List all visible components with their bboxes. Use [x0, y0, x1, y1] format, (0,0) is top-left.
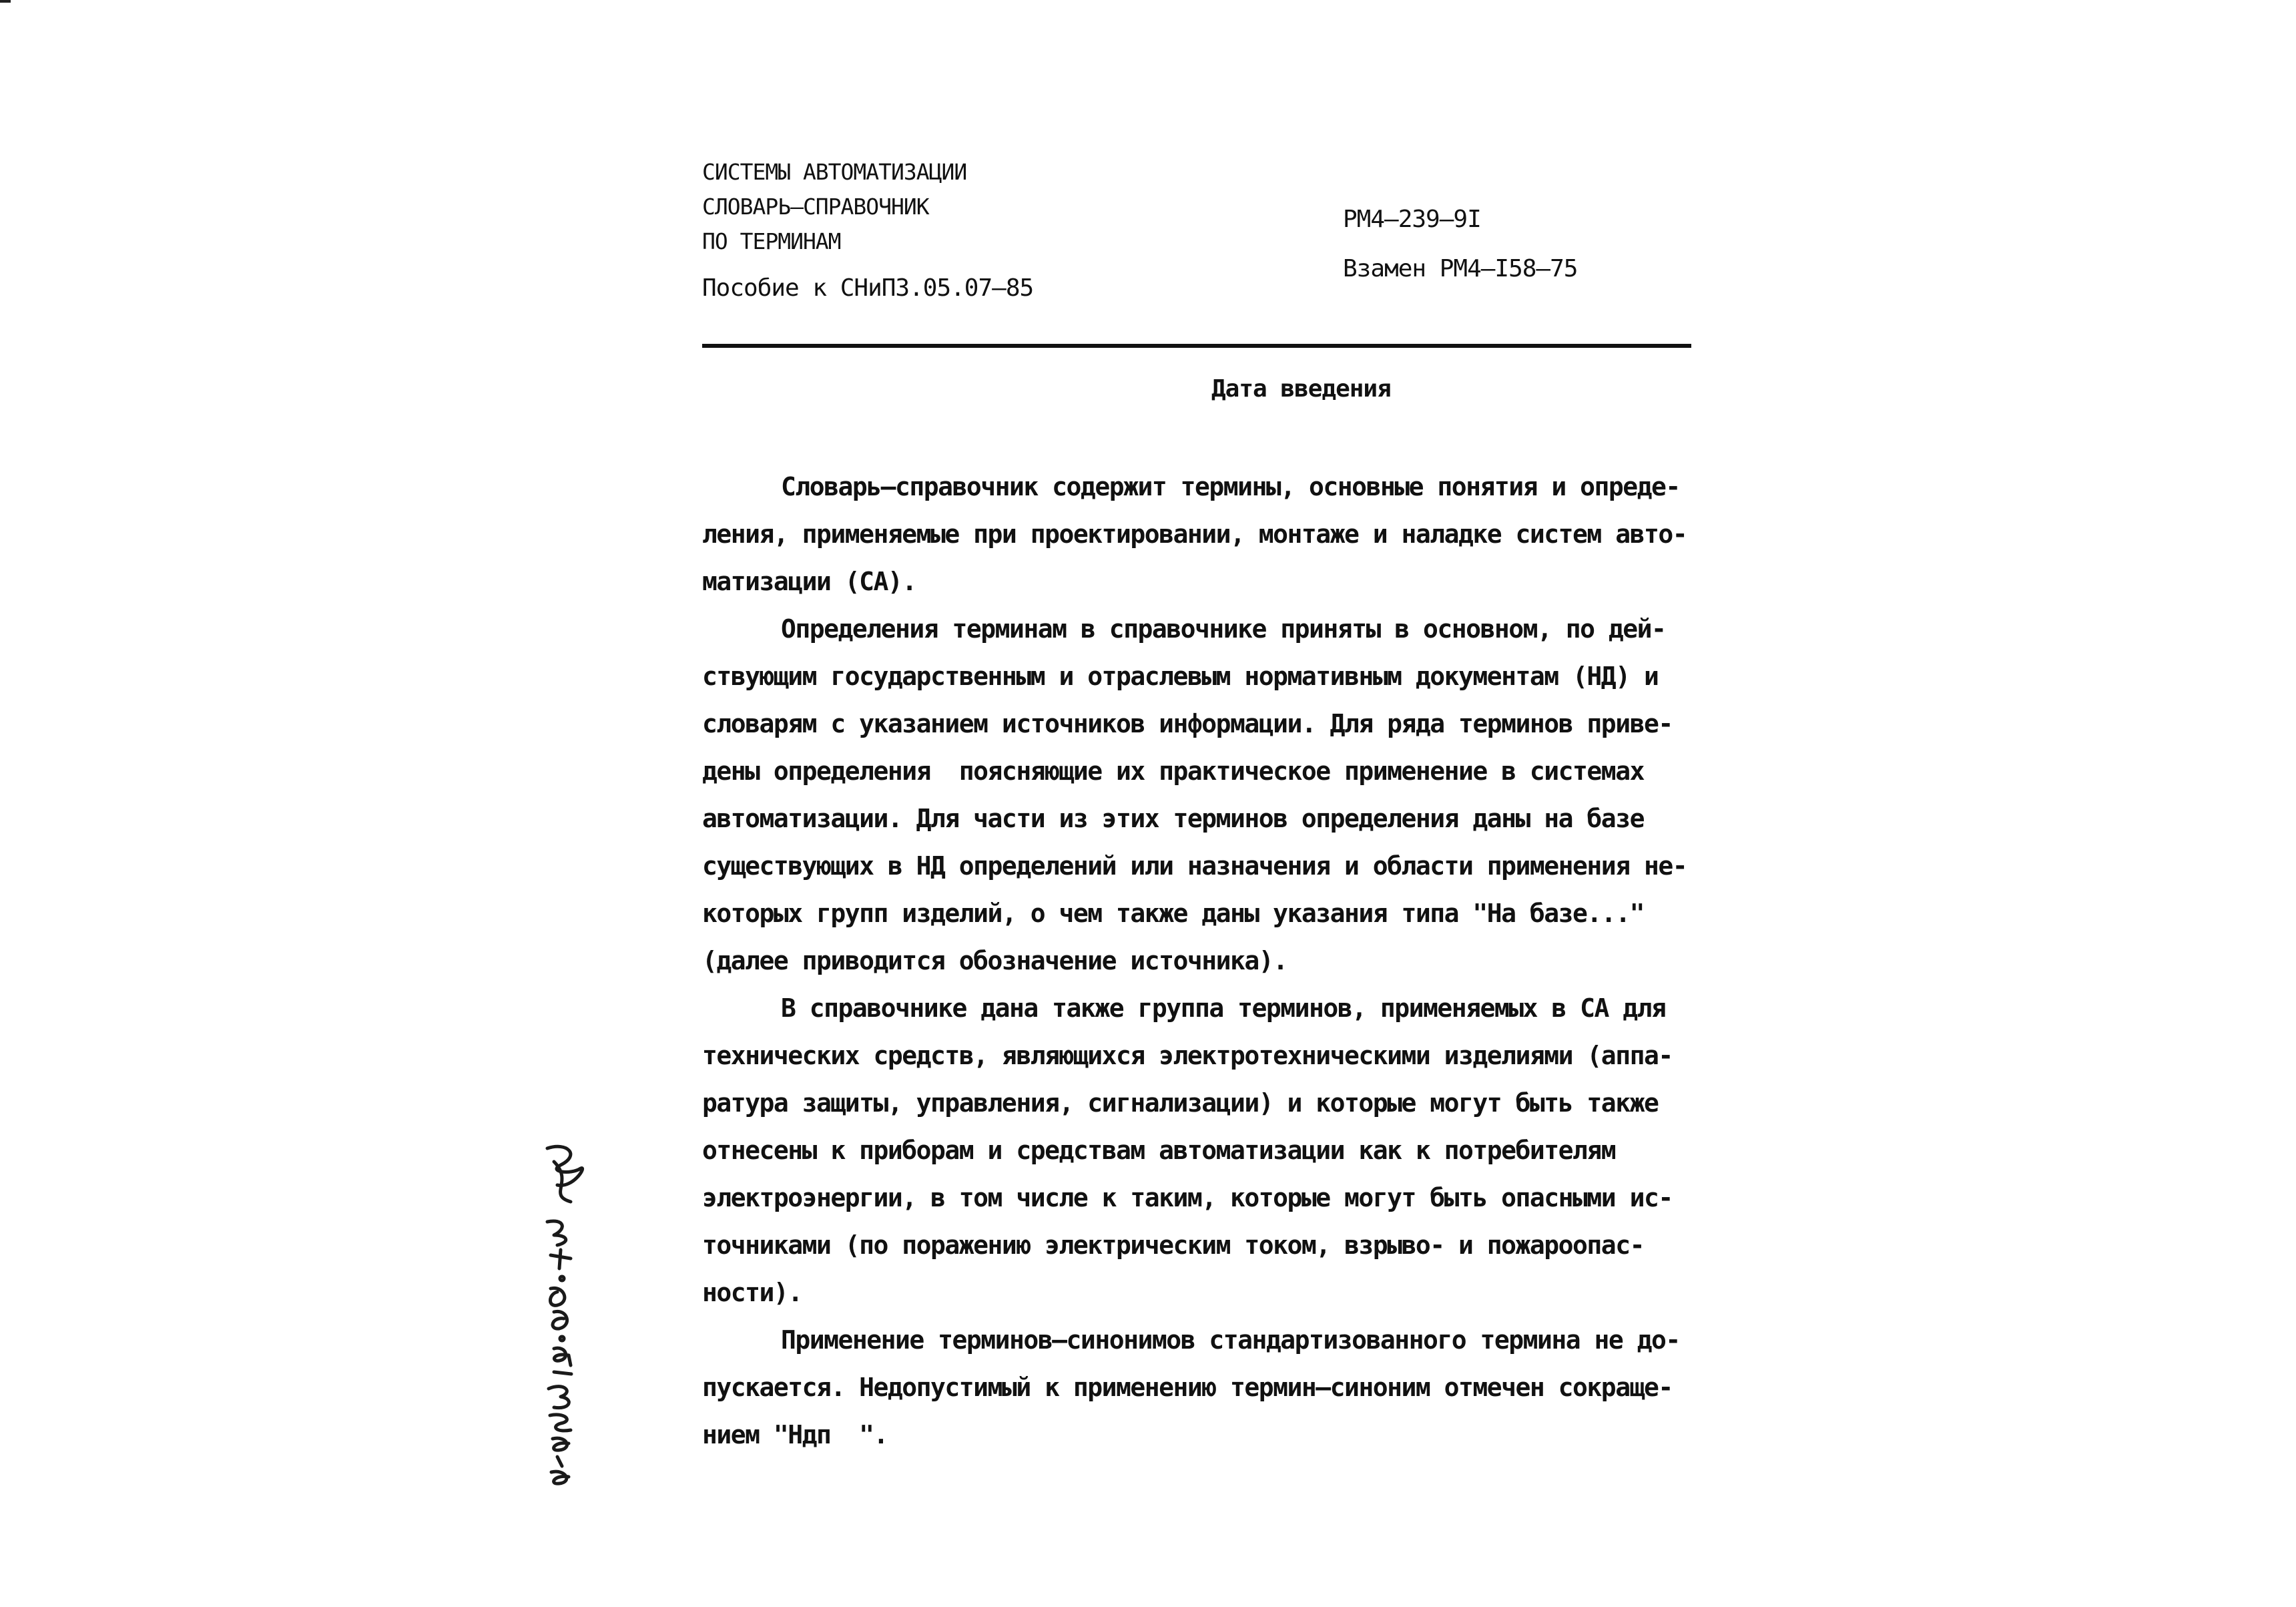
title-line-2: СЛОВАРЬ–СПРАВОЧНИК	[702, 194, 929, 220]
document-code: РМ4–239–9I	[1343, 206, 1481, 233]
body-line: Применение терминов–синонимов стандартизованного термина не до-	[781, 1325, 1680, 1355]
body-line: которых групп изделий, о чем также даны указания типа "На базе..."	[702, 899, 1644, 928]
body-line: существующих в НД определений или назначения и области применения не-	[702, 851, 1687, 881]
body-line: ратура защиты, управления, сигнализации) и которые могут быть также	[702, 1088, 1659, 1118]
body-line: В справочнике дана также группа терминов, применяемых в СА для	[781, 993, 1666, 1023]
body-line: ствующим государственным и отраслевым нормативным документам (НД) и	[702, 662, 1659, 691]
title-line-1: СИСТЕМЫ АВТОМАТИЗАЦИИ	[702, 159, 967, 185]
body-line: технических средств, являющихся электротехническими изделиями (аппа-	[702, 1041, 1673, 1070]
body-line: нием "Ндп ".	[702, 1420, 888, 1449]
body-text	[702, 463, 1710, 1459]
body-line: матизации (СА).	[702, 567, 916, 596]
title-line-3: ПО ТЕРМИНАМ	[702, 228, 841, 254]
body-line: отнесены к приборам и средствам автоматизации как к потребителям	[702, 1136, 1616, 1165]
document-code-block	[1343, 195, 1677, 294]
body-line: Определения терминам в справочнике приняты в основном, по дей-	[781, 614, 1666, 644]
body-line: Словарь–справочник содержит термины, основные понятия и опреде-	[781, 472, 1680, 501]
body-line: пускается. Недопустимый к применению термин–синоним отмечен сокраще-	[702, 1373, 1673, 1402]
body-line: (далее приводится обозначение источника).	[702, 946, 1287, 975]
handwritten-note-drawing	[507, 1135, 614, 1496]
header-divider	[702, 344, 1691, 348]
document-title-block	[702, 155, 1169, 306]
scan-corner-mark	[0, 0, 11, 3]
body-line: автоматизации. Для части из этих терминов определения даны на базе	[702, 804, 1644, 833]
introduction-date-label: Дата введения	[1211, 375, 1391, 403]
body-line: электроэнергии, в том числе к таким, которые могут быть опасными ис-	[702, 1183, 1673, 1212]
replaces-note: Взамен РМ4–I58–75	[1343, 255, 1578, 282]
body-line: точниками (по поражению электрическим током, взрыво- и пожароопас-	[702, 1230, 1644, 1260]
handwritten-margin-note	[507, 1135, 614, 1496]
body-line: словарям с указанием источников информации. Для ряда терминов приве-	[702, 709, 1673, 738]
body-line: дены определения поясняющие их практическое применение в системах	[702, 756, 1644, 786]
body-line: ления, применяемые при проектировании, монтаже и наладке систем авто-	[702, 519, 1687, 549]
manual-reference: Пособие к СНиП3.05.07–85	[702, 274, 1034, 302]
body-line: ности).	[702, 1278, 802, 1307]
